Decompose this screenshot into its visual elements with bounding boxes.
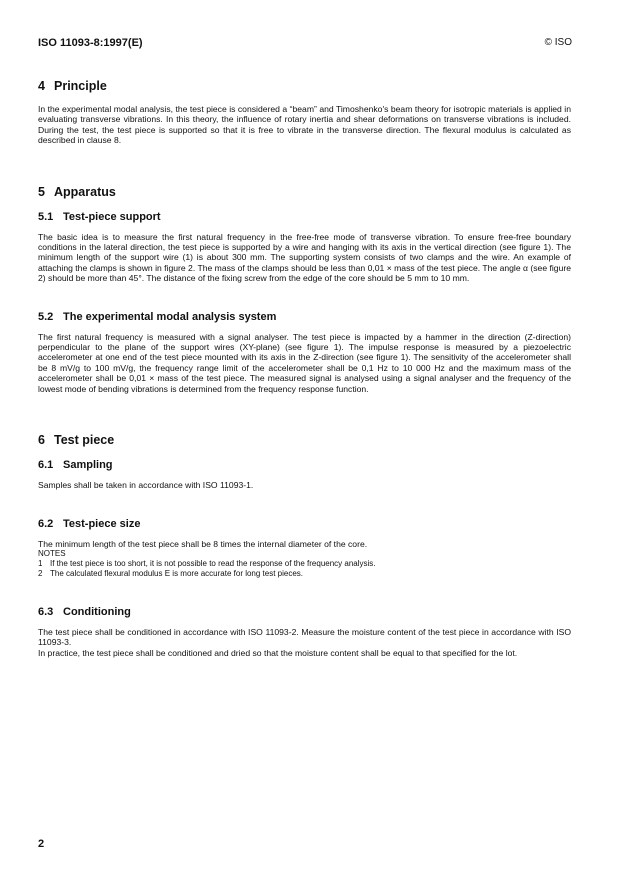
notes-label: NOTES — [38, 548, 66, 558]
section-4-heading — [38, 78, 571, 94]
subsection-title: Conditioning — [63, 605, 131, 618]
page-number: 2 — [38, 838, 45, 850]
note-text: If the test piece is too short, it is not possible to read the response of the frequency analysis. — [50, 558, 376, 568]
conditioning-paragraph-2: In practice, the test piece shall be conditioned and dried so that the moisture content shall be equal to that specified for the lot. — [38, 647, 518, 658]
section-number: 4 — [38, 79, 45, 93]
standard-id: ISO 11093-8:1997(E) — [38, 37, 143, 49]
note-item — [38, 559, 571, 569]
subsection-number: 6.1 — [38, 459, 54, 472]
note-number: 2 — [38, 568, 43, 578]
subsection-title: Test-piece support — [63, 210, 161, 223]
test-piece-support-paragraph: The basic idea is to measure the first natural frequency in the free-free mode of transverse vibration. To ensure free-free boundary conditions in the lateral direction, the test piece is supported by a wire and hanging with its axis in the vertical direction (see figure 1). The minimum length of the support wire (1) is about 300 mm. The supporting system consists of two clamps and the wire. An example of attaching the clamps is shown in figure 2. The mass of the clamps should be less than 0,01 × mass of the test piece. The angle α (see figure 2) should be more than 45°. The distance of the fixing screw from the edge of the core should be 5 mm to 10 mm. — [38, 231, 571, 284]
subsection-number: 6.3 — [38, 605, 54, 618]
section-title: Principle — [54, 79, 107, 93]
subsection-title: Sampling — [63, 459, 113, 472]
section-5-heading — [38, 184, 571, 200]
modal-analysis-paragraph: The first natural frequency is measured with a signal analyser. The test piece is impacted by a hammer in the direction (Z-direction) perpendicular to the plane of the support wires (XY-plane) (see figure 1). The impulse response is measured by a piezoelectric accelerometer at one end of the test piece mounted with its axis in the Z-direction (see figure 1). The sensitivity of the accelerometer shall be 8 mV/g to 100 mV/g, the frequency range limit of the accelerometer shall be 0,1 Hz to 10 000 Hz and the maximum mass of the accelerometer shall be 0,01 × mass of the test piece. The measured signal is analysed using a signal analyser and the frequency of the lowest mode of bending vibrations is determined from the frequency response function. — [38, 331, 571, 394]
sampling-paragraph: Samples shall be taken in accordance with ISO 11093-1. — [38, 480, 254, 491]
section-number: 5 — [38, 184, 45, 199]
subsection-title: The experimental modal analysis system — [63, 310, 277, 323]
section-title: Apparatus — [54, 184, 116, 199]
note-number: 1 — [38, 558, 43, 568]
page-content — [38, 78, 571, 658]
subsection-6-1-heading — [38, 458, 571, 472]
section-title: Test piece — [54, 433, 115, 448]
note-text: The calculated flexural modulus E is more accurate for long test pieces. — [50, 568, 304, 578]
principle-paragraph: In the experimental modal analysis, the test piece is considered a “beam” and Timoshenko's beam theory for isotropic materials is applied in evaluating transverse vibrations. In this theory, the influence of rotary inertia and shear deformations on transverse vibrations is included. During the test, the test piece is supported so that it is free to vibrate in the transverse direction. The flexural modulus is calculated as described in clause 8. — [38, 104, 571, 146]
copyright-mark: © ISO — [544, 37, 572, 48]
conditioning-paragraph-1: The test piece shall be conditioned in accordance with ISO 11093-2. Measure the moisture content of the test piece in accordance with ISO 11093-3. — [38, 626, 571, 648]
subsection-5-1-heading — [38, 210, 571, 224]
subsection-number: 5.2 — [38, 310, 54, 323]
section-number: 6 — [38, 433, 45, 448]
section-6-heading — [38, 432, 571, 448]
subsection-number: 6.2 — [38, 517, 54, 530]
note-item — [38, 569, 571, 579]
subsection-6-2-heading — [38, 517, 571, 531]
subsection-title: Test-piece size — [63, 517, 141, 530]
subsection-6-3-heading — [38, 605, 571, 619]
subsection-5-2-heading — [38, 310, 571, 324]
subsection-number: 5.1 — [38, 210, 54, 223]
test-piece-size-paragraph: The minimum length of the test piece shall be 8 times the internal diameter of the core. — [38, 538, 368, 549]
